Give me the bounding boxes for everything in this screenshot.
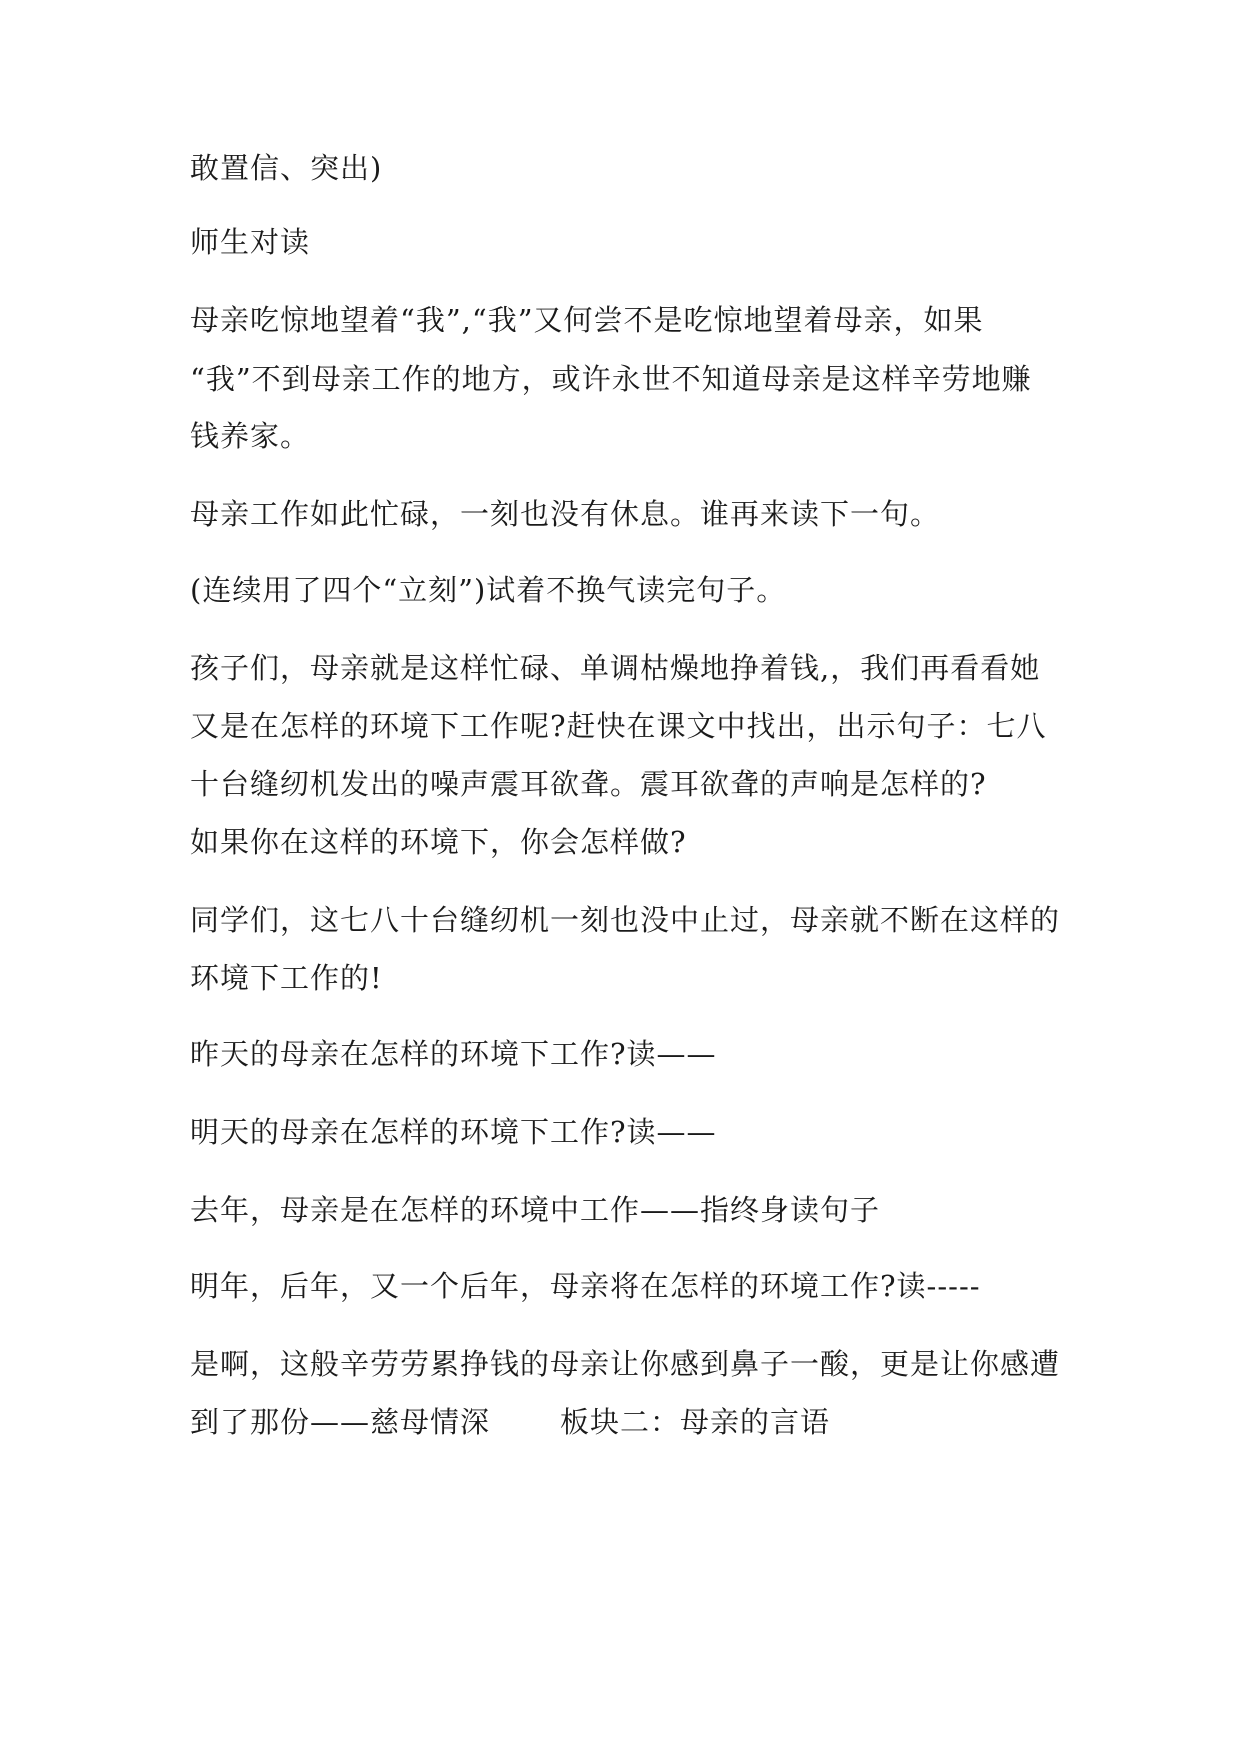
text-line-combined — [190, 1402, 1060, 1442]
text-line: (连续用了四个“立刻”)试着不换气读完句子。 — [190, 573, 787, 607]
text-line: 母亲吃惊地望着“我”,“我”又何尝不是吃惊地望着母亲，如果 — [190, 303, 984, 337]
text-line: 母亲工作如此忙碌，一刻也没有休息。谁再来读下一句。 — [190, 497, 941, 531]
text-line: 去年，母亲是在怎样的环境中工作——指终身读句子 — [190, 1193, 881, 1227]
text-line: 十台缝纫机发出的噪声震耳欲聋。震耳欲聋的声响是怎样的? — [190, 767, 987, 801]
text-line: 钱养家。 — [190, 419, 311, 453]
text-line: 师生对读 — [190, 225, 311, 259]
text-line: 明天的母亲在怎样的环境下工作?读—— — [190, 1115, 717, 1149]
text-line: 明年，后年，又一个后年，母亲将在怎样的环境工作?读----- — [190, 1269, 981, 1303]
text-line: 孩子们，母亲就是这样忙碌、单调枯燥地挣着钱,，我们再看看她 — [190, 651, 1041, 685]
section-heading: 板块二：母亲的言语 — [560, 1405, 831, 1439]
text-line: 同学们，这七八十台缝纫机一刻也没中止过，母亲就不断在这样的 — [190, 903, 1061, 937]
text-line: 又是在怎样的环境下工作呢?赶快在课文中找出，出示句子：七八 — [190, 709, 1047, 743]
text-line: 如果你在这样的环境下，你会怎样做? — [190, 825, 687, 859]
text-line: 敢置信、突出) — [190, 151, 383, 185]
text-line: 是啊，这般辛劳劳累挣钱的母亲让你感到鼻子一酸，更是让你感遭 — [190, 1347, 1061, 1381]
text-line: 昨天的母亲在怎样的环境下工作?读—— — [190, 1037, 717, 1071]
text-line: 环境下工作的! — [190, 961, 383, 995]
text-segment: 到了那份——慈母情深 — [190, 1405, 491, 1439]
text-line: “我”不到母亲工作的地方，或许永世不知道母亲是这样辛劳地赚 — [190, 362, 1032, 396]
